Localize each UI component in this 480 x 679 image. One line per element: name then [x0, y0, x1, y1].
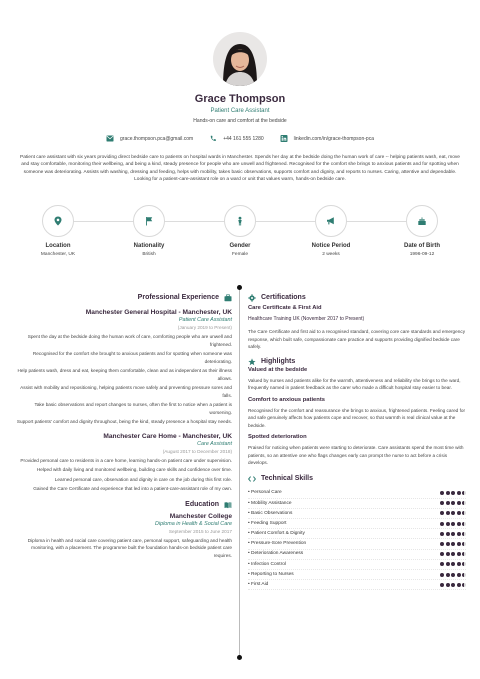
fact-circle	[42, 205, 74, 237]
gender-icon	[235, 216, 245, 226]
skill-rating-dot	[446, 522, 450, 526]
skill-rating-dot	[440, 511, 444, 515]
skill-rating	[440, 542, 466, 546]
skill-rating-dot	[446, 562, 450, 566]
certifications-heading	[248, 294, 466, 302]
job-dates: (January 2019 to Present)	[177, 325, 232, 330]
fact-label: Date of Birth	[404, 243, 440, 249]
skill-rating-dot	[451, 562, 455, 566]
profile-summary: Patient care assistant with six years providing direct bedside care to patients on hospital wards in Manchester. Spends her day at the bedside doing the human work of care -- helping patients wash, eat, move and stay comfortable, monitoring their wellbeing, and being a kind, steady presence for people who are unwell and frightened. Recognised for the comfort she brings to anxious patients and for spotting when someone was deteriorating. Assists with washing, dressing and feeding, helps with mobility, takes basic observations, supports comfort and dignity, and reports to nurses. Caring, attentive and dependable. Looking for a patient-care-assistant role on a ward or unit that values warm, hands-on bedside care.	[20, 155, 460, 183]
skill-row	[248, 550, 466, 560]
skill-row	[248, 529, 466, 539]
job-bullet: Spent the day at the bedside doing the human work of care, comforting people who are unwell and frightened.	[27, 334, 232, 347]
job-role: Care Assistant	[197, 440, 232, 447]
skill-rating-dot	[440, 501, 444, 505]
fact-value: 1996-09-12	[409, 252, 435, 257]
skill-name: • Basic Observations	[248, 510, 293, 516]
education-school: Manchester College	[169, 512, 232, 520]
candidate-role: Patient Care Assistant	[210, 108, 270, 114]
skill-row	[248, 489, 466, 499]
skill-rating-dot	[446, 491, 450, 495]
highlight-text: Recognised for the comfort and reassurance she brings to anxious, frightened patients. Feeling cared for and safe genuinely affects how patients cope and recover, so that warmth is real clinical value at the bedside.	[248, 407, 466, 428]
location-icon	[53, 216, 63, 226]
phone-text[interactable]: +44 161 555 1280	[223, 135, 264, 142]
star-icon	[248, 358, 256, 366]
profile-photo	[213, 32, 267, 86]
candidate-tagline: Hands-on care and comfort at the bedside	[193, 118, 287, 124]
skill-rating-dot	[462, 491, 466, 495]
skill-rating-dot	[440, 552, 444, 556]
job-bullet: Take basic observations and report changes to nurses, often the first to notice when a patient is worsening.	[34, 402, 232, 415]
skill-rating-dot	[446, 583, 450, 587]
skill-row	[248, 570, 466, 580]
timeline-line	[239, 287, 240, 657]
skill-rating-dot	[446, 532, 450, 536]
fact-label: Notice Period	[311, 243, 351, 249]
skill-name: • Deterioration Awareness	[248, 551, 304, 557]
fact-circle	[406, 205, 438, 237]
phone-icon	[209, 135, 217, 142]
experience-title: Professional Experience	[137, 294, 219, 302]
experience-heading	[16, 294, 232, 302]
skill-row	[248, 580, 466, 590]
skill-row	[248, 499, 466, 509]
skill-row	[248, 519, 466, 529]
skill-rating-dot	[446, 542, 450, 546]
skill-rating-dot	[451, 491, 455, 495]
fact-value: British	[142, 252, 156, 257]
job-bullet: Gained the Care Certificate and experience that led into a patient-care-assistant role of my own.	[33, 486, 232, 491]
job-entry	[16, 432, 232, 493]
skill-rating-dot	[451, 501, 455, 505]
skill-rating-dot	[440, 562, 444, 566]
job-employer: Manchester Care Home - Manchester, UK	[103, 432, 232, 440]
skill-rating-dot	[451, 583, 455, 587]
skill-rating-dot	[457, 522, 461, 526]
skill-rating	[440, 532, 466, 536]
fact-notice-period	[291, 205, 371, 257]
job-bullet: Support patients' comfort and dignity throughout, being the kind, steady presence a hospital stay needs.	[16, 419, 232, 424]
megaphone-icon	[326, 216, 336, 226]
highlights-heading	[248, 358, 466, 366]
fact-gender	[200, 205, 280, 257]
skill-name: • Infection Control	[248, 561, 286, 567]
right-column	[248, 294, 466, 590]
skill-rating	[440, 491, 466, 495]
skill-name: • Mobility Assistance	[248, 500, 292, 506]
skill-rating-dot	[457, 583, 461, 587]
skill-rating-dot	[451, 542, 455, 546]
skill-name: • First Aid	[248, 582, 269, 588]
certification-name: Care Certificate & First Aid	[248, 305, 322, 311]
certification-org: Healthcare Training UK (November 2017 to Present)	[248, 315, 365, 322]
skill-rating-dot	[440, 532, 444, 536]
fact-label: Gender	[229, 243, 251, 249]
linkedin-icon	[280, 135, 288, 142]
briefcase-icon	[224, 294, 232, 302]
personal-facts	[18, 205, 464, 265]
email-icon	[106, 135, 114, 142]
fact-value: Female	[232, 252, 248, 257]
certifications-title: Certifications	[261, 294, 306, 302]
education-title: Education	[185, 500, 219, 508]
skill-rating-dot	[462, 542, 466, 546]
highlight-text: Valued by nurses and patients alike for the warmth, attentiveness and reliability she brings to the ward, frequently named in patient feedback as the carer who made a difficult hospital stay easier to bear.	[248, 377, 461, 390]
fact-circle	[133, 205, 165, 237]
skill-rating-dot	[440, 491, 444, 495]
highlight-text: Praised for noticing when patients were starting to deteriorate. Care assistants spend the most time with patients, so an attentive one who flags changes early can prompt the nurse to act before a crisis develops.	[248, 445, 464, 465]
education-heading	[16, 501, 232, 509]
skill-rating-dot	[457, 542, 461, 546]
skill-rating-dot	[462, 511, 466, 515]
skill-rating-dot	[451, 573, 455, 577]
job-bullet: Recognised for the comfort she brought to anxious patients and for spotting when someone was deteriorating.	[32, 351, 232, 364]
skill-rating-dot	[440, 583, 444, 587]
skill-rating	[440, 511, 466, 515]
linkedin-text[interactable]: linkedin.com/in/grace-thompson-pca	[293, 135, 374, 142]
skill-row	[248, 560, 466, 570]
skills-list	[248, 489, 466, 591]
fact-location	[18, 205, 98, 257]
contact-phone[interactable]	[209, 135, 263, 142]
skill-rating	[440, 552, 466, 556]
skill-rating-dot	[457, 491, 461, 495]
code-icon	[248, 475, 256, 483]
fact-circle	[315, 205, 347, 237]
skill-name: • Feeding Support	[248, 520, 287, 526]
timeline-dot-bottom	[237, 655, 242, 660]
contact-email[interactable]	[106, 135, 193, 142]
fact-value: Manchester, UK	[40, 252, 76, 257]
skill-rating-dot	[457, 511, 461, 515]
skill-rating	[440, 573, 466, 577]
skill-name: • Patient Comfort & Dignity	[248, 531, 305, 537]
gear-icon	[248, 294, 256, 302]
skill-row	[248, 509, 466, 519]
skill-rating	[440, 562, 466, 566]
skill-rating-dot	[446, 501, 450, 505]
cake-icon	[417, 216, 427, 226]
skill-row	[248, 539, 466, 549]
skills-title: Technical Skills	[261, 474, 314, 482]
skill-rating	[440, 583, 466, 587]
book-icon	[224, 501, 232, 509]
education-description: Diploma in health and social care covering patient care, personal support, safeguarding and health monitoring, with a placement. The programme built the foundation hands-on bedside patient care requires.	[27, 537, 232, 558]
job-bullet: Provided personal care to residents in a care home, learning hands-on patient care under supervision.	[20, 457, 232, 463]
skill-name: • Personal Care	[248, 490, 282, 496]
certification-description: The Care Certificate and first aid to a recognised standard, covering core care standards and emergency response, which built safe, compassionate care practice and supports providing dignified bedside care safely.	[248, 329, 466, 349]
skill-rating-dot	[440, 522, 444, 526]
job-entry	[16, 308, 232, 426]
skill-rating-dot	[462, 573, 466, 577]
fact-label: Nationality	[133, 243, 165, 249]
skill-rating-dot	[451, 511, 455, 515]
skill-rating-dot	[457, 532, 461, 536]
skill-rating-dot	[446, 573, 450, 577]
skill-rating-dot	[462, 562, 466, 566]
skill-rating-dot	[440, 573, 444, 577]
email-text[interactable]: grace.thompson.pca@gmail.com	[120, 135, 194, 142]
fact-value: 2 weeks	[322, 252, 340, 257]
contact-linkedin[interactable]	[280, 135, 374, 142]
skill-rating-dot	[457, 573, 461, 577]
highlight-title: Spotted deterioration	[248, 434, 307, 440]
fact-date-of-birth	[382, 205, 462, 257]
job-role: Patient Care Assistant	[178, 317, 232, 323]
skill-rating-dot	[462, 552, 466, 556]
highlight-title: Comfort to anxious patients	[248, 396, 325, 403]
skill-rating-dot	[462, 522, 466, 526]
skill-rating	[440, 522, 466, 526]
skill-rating-dot	[451, 552, 455, 556]
job-bullet: Help patients wash, dress and eat, keeping them comfortable, clean and as independent as their illness allows.	[17, 368, 232, 381]
skill-rating-dot	[451, 522, 455, 526]
candidate-name: Grace Thompson	[194, 93, 286, 105]
skill-rating-dot	[457, 552, 461, 556]
highlights-title: Highlights	[261, 357, 296, 365]
job-employer: Manchester General Hospital - Manchester, UK	[85, 309, 232, 316]
left-column	[16, 294, 232, 559]
fact-circle	[224, 205, 256, 237]
job-bullet: Helped with daily living and monitored wellbeing, building care skills and confidence over time.	[36, 467, 232, 472]
education-course: Diploma in Health & Social Care	[154, 520, 232, 527]
timeline-dot-top	[237, 285, 242, 290]
skill-rating-dot	[462, 583, 466, 587]
job-bullet: Assist with mobility and repositioning, helping patients move safely and preventing pressure sores and falls.	[20, 385, 232, 398]
skill-rating-dot	[462, 532, 466, 536]
skill-rating-dot	[451, 532, 455, 536]
education-dates: September 2015 to June 2017	[168, 528, 232, 534]
contact-bar	[0, 135, 480, 142]
job-dates: (August 2017 to December 2018)	[162, 448, 232, 454]
fact-nationality	[109, 205, 189, 257]
highlight-title: Valued at the bedside	[248, 366, 308, 373]
skill-rating	[440, 501, 466, 505]
skill-rating-dot	[446, 511, 450, 515]
skills-heading	[248, 475, 466, 483]
fact-label: Location	[45, 243, 71, 249]
job-bullet: Learned personal care, observation and dignity in care on the job during this first role.	[54, 476, 232, 482]
skill-rating-dot	[457, 501, 461, 505]
skill-name: • Reporting to Nurses	[248, 571, 294, 577]
skill-rating-dot	[440, 542, 444, 546]
flag-icon	[144, 216, 154, 226]
skill-rating-dot	[462, 501, 466, 505]
skill-rating-dot	[446, 552, 450, 556]
skill-name: • Pressure-Sore Prevention	[248, 541, 307, 547]
skill-rating-dot	[457, 562, 461, 566]
